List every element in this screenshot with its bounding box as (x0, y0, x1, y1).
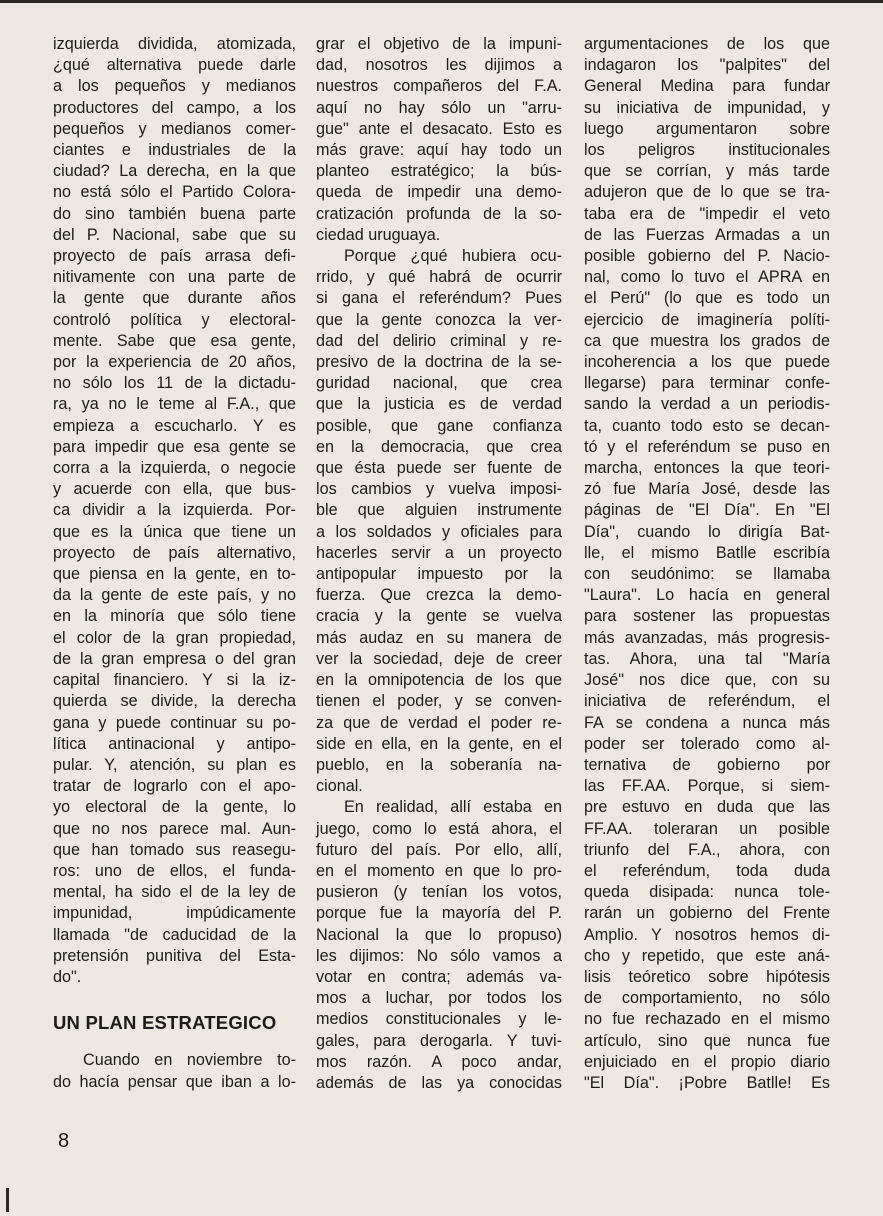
text-line: nuestros compañeros del F.A. (316, 77, 562, 96)
text-line: planteo estratégico; la bús- (316, 162, 562, 181)
text-line: pular. Y, atención, su plan es (53, 755, 296, 774)
text-line: a los pequeños y medianos (53, 77, 296, 96)
text-line: capital financiero. Y si la iz- (53, 671, 296, 690)
top-border-rule (0, 0, 883, 3)
text-line: productores del campo, a los (53, 98, 296, 117)
text-line: dad del delirio criminal y re- (316, 331, 562, 350)
text-line: quierda se divide, la derecha (53, 692, 296, 711)
text-line: no sólo los 11 de la dictadu- (53, 374, 296, 393)
text-line: no está sólo el Partido Colora- (53, 183, 296, 202)
text-line: más avanzadas, más progresis- (584, 628, 830, 647)
text-line: Nacional la que lo propuso) (316, 925, 562, 944)
text-line: los peligros institucionales (584, 141, 830, 160)
text-line: guridad nacional, que crea (316, 374, 562, 393)
section-heading: UN PLAN ESTRATEGICO (53, 1012, 277, 1034)
text-line: en la minoría que sólo tiene (53, 607, 296, 626)
text-line: ros: uno de ellos, el funda- (53, 861, 296, 880)
text-line: las FF.AA. Porque, si siem- (584, 777, 830, 796)
text-line: proyecto de país alternativo, (53, 543, 296, 562)
text-line: con seudónimo: se llamaba (584, 565, 830, 584)
text-line: porque fue la mayoría del P. (316, 904, 562, 923)
text-line: hacerles servir a un proyecto (316, 543, 562, 562)
text-line: y acuerde con ella, que bus- (53, 480, 296, 499)
paragraph (584, 34, 830, 1094)
text-line: triunfo del F.A., ahora, con (584, 840, 830, 859)
text-line: que han tomado sus reasegu- (53, 840, 296, 859)
text-line: su iniciativa de impunidad, y (584, 98, 830, 117)
text-line: dad, nosotros les dijimos a (316, 56, 562, 75)
text-line: "Laura". Lo hacía en general (584, 586, 830, 605)
text-line: empieza a escucharlo. Y es (53, 416, 296, 435)
text-line: ternativa de gobierno por (584, 755, 830, 774)
text-line: side en ella, en la gente, en el (316, 734, 562, 753)
text-line: gana y puede continuar su po- (53, 713, 296, 732)
text-line: posible gobierno del P. Nacio- (584, 247, 830, 266)
column-2 (316, 34, 562, 1094)
text-line: lisis teóretico sobre hipótesis (584, 967, 830, 986)
text-line: grar el objetivo de la impuni- (316, 35, 562, 53)
text-line: proyecto de país arrasa defi- (53, 247, 296, 266)
text-line: do sino también buena parte (53, 204, 296, 223)
text-line: marcha, entonces la que teori- (584, 459, 830, 478)
text-line: ciantes e industriales de la (53, 141, 296, 160)
paragraph (316, 246, 562, 797)
text-line: cracia y la gente se vuelva (316, 607, 562, 626)
text-line: nitivamente con una parte de (53, 268, 296, 287)
text-line: queda de impedir una demo- (316, 183, 562, 202)
text-line: más grave: aquí hay todo un (316, 141, 562, 160)
text-line: taba era de "impedir el veto (584, 204, 830, 223)
text-line: Cuando en noviembre to- (83, 1051, 296, 1070)
text-line: impunidad, impúdicamente (53, 904, 296, 923)
text-line: ca dividir a la izquierda. Por- (53, 501, 296, 520)
text-line: por la experiencia de 20 años, (53, 353, 296, 372)
column-3 (584, 34, 830, 1094)
text-line: presivo de la doctrina de la se- (316, 353, 562, 372)
text-line: juego, como lo está ahora, el (316, 819, 562, 838)
text-line: tratar de lograrlo con el apo- (53, 777, 296, 796)
text-line: que la justicia es de verdad (316, 395, 562, 414)
text-line: llamada "de caducidad de la (53, 925, 296, 944)
text-line: la gente que durante años (53, 289, 296, 308)
text-line: posible, que gane confianza (316, 416, 562, 435)
text-line: antipopular impuesto por la (316, 565, 562, 584)
text-line: cional. (316, 777, 363, 796)
text-line: los cambios y vuelva imposi- (316, 480, 562, 499)
paragraph (53, 34, 296, 988)
text-line: ciudad? La derecha, en la que (53, 162, 296, 181)
text-line: izquierda dividida, atomizada, (53, 35, 296, 53)
text-line: "El Día". ¡Pobre Batlle! Es (584, 1073, 830, 1092)
text-line: FA se condena a nunca más (584, 713, 830, 732)
text-line: pusieron (y tenían los votos, (316, 883, 562, 902)
text-line: José" nos dice que, con su (584, 671, 830, 690)
text-line: FF.AA. toleraran un posible (584, 819, 830, 838)
text-line: enjuiciado en el propio diario (584, 1052, 830, 1071)
text-line: si gana el referéndum? Pues (316, 289, 562, 308)
text-line: que la gente conozca la ver- (316, 310, 562, 329)
text-line: a los soldados y oficiales para (316, 522, 562, 541)
text-line: gue" ante el desacato. Esto es (316, 119, 562, 138)
text-line: de las Fuerzas Armadas a un (584, 225, 830, 244)
text-line: lítica antinacional y antipo- (53, 734, 296, 753)
text-line: corra a la izquierda, o negocie (53, 459, 296, 478)
text-line: rrido, y qué habrá de ocurrir (316, 268, 562, 287)
text-line: que se corrían, y más tarde (584, 162, 830, 181)
text-line: mental, ha sido el de la ley de (53, 883, 296, 902)
text-line: medios constitucionales y le- (316, 1010, 562, 1029)
text-line: En realidad, allí estaba en (344, 798, 562, 817)
text-line: nal, como lo tuvo el APRA en (584, 268, 830, 287)
text-line: yo electoral de la gente, lo (53, 798, 296, 817)
text-line: más audaz en su manera de (316, 628, 562, 647)
text-line: indagaron los "palpites" del (584, 56, 830, 75)
text-line: cratización profunda de la so- (316, 204, 562, 223)
text-line: en la democracia, que crea (316, 437, 562, 456)
text-line: llegarse) para terminar confe- (584, 374, 830, 393)
text-line: sando la verdad a un periodis- (584, 395, 830, 414)
text-line: controló política y electoral- (53, 310, 296, 329)
paragraph (316, 797, 562, 1094)
text-line: poder ser tolerado como al- (584, 734, 830, 753)
text-line: no fue rechazado en el mismo (584, 1010, 830, 1029)
text-line: ciedad uruguaya. (316, 225, 441, 244)
text-line: de comportamiento, no sólo (584, 989, 830, 1008)
text-line: que piensa en la gente, en to- (53, 565, 296, 584)
text-line: zó fue María José, desde las (584, 480, 830, 499)
text-line: que es la única que tiene un (53, 522, 296, 541)
text-line: adujeron que de lo que se tra- (584, 183, 830, 202)
text-line: artículo, sino que nunca fue (584, 1031, 830, 1050)
text-line: pre estuvo en duda que las (584, 798, 830, 817)
text-line: mente. Sabe que esa gente, (53, 331, 296, 350)
text-line: General Medina para fundar (584, 77, 830, 96)
text-line: Día", cuando lo dirigía Bat- (584, 522, 830, 541)
text-line: do hacía pensar que iban a lo- (53, 1072, 296, 1091)
text-line: pretensión punitiva del Esta- (53, 946, 296, 965)
text-line: para impedir que esa gente se (53, 437, 296, 456)
text-line: incoherencia a los que puede (584, 353, 830, 372)
text-line: lle, el mismo Batlle escribía (584, 543, 830, 562)
text-line: que ésta puede ser fuente de (316, 459, 562, 478)
text-line: les dijimos: No sólo vamos a (316, 946, 562, 965)
text-line: rarán un gobierno del Frente (584, 904, 830, 923)
text-line: tó y el referéndum se puso en (584, 437, 830, 456)
text-line: ra, ya no le teme al F.A., que (53, 395, 296, 414)
text-line: gales, para derogarla. Y tuvi- (316, 1031, 562, 1050)
text-line: ver la sociedad, deje de creer (316, 649, 562, 668)
text-line: ca que muestra los grados de (584, 331, 830, 350)
page-number: 8 (58, 1130, 70, 1152)
text-line: pueblo, en la soberanía na- (316, 755, 562, 774)
column-1 (53, 34, 296, 1093)
text-line: da la gente de este país, y no (53, 586, 296, 605)
text-line: fuerza. Que crezca la demo- (316, 586, 562, 605)
page-edge-mark (6, 1188, 9, 1212)
text-line: el color de la gran propiedad, (53, 628, 296, 647)
text-line: ejercicio de imaginería políti- (584, 310, 830, 329)
paragraph (53, 1050, 296, 1092)
text-line: argumentaciones de los que (584, 35, 830, 53)
text-line: ble que alguien instrumente (316, 501, 562, 520)
text-line: mos a luchar, por todos los (316, 989, 562, 1008)
text-line: ¿qué alternativa puede darle (53, 56, 296, 75)
text-line: za que de verdad el poder re- (316, 713, 562, 732)
text-line: votar en contra; además va- (316, 967, 562, 986)
text-line: páginas de "El Día". En "El (584, 501, 830, 520)
text-line: que no nos parece mal. Aun- (53, 819, 296, 838)
paragraph (316, 34, 562, 246)
text-line: queda disipada: nunca tole- (584, 883, 830, 902)
text-line: Amplio. Y nosotros hemos di- (584, 925, 830, 944)
text-line: el referéndum, toda duda (584, 861, 830, 880)
text-line: en el momento en que lo pro- (316, 861, 562, 880)
text-line: del P. Nacional, sabe que su (53, 225, 296, 244)
text-line: tienen el poder, y se conven- (316, 692, 562, 711)
text-line: de la gran empresa o del gran (53, 649, 296, 668)
text-line: el Perú" (lo que es todo un (584, 289, 830, 308)
text-line: además de las ya conocidas (316, 1073, 562, 1092)
text-line: do". (53, 967, 82, 986)
text-line: aquí no hay sólo un "arru- (316, 98, 562, 117)
text-line: mos razón. A poco andar, (316, 1052, 562, 1071)
text-line: Porque ¿qué hubiera ocu- (344, 247, 562, 266)
text-line: pequeños y medianos comer- (53, 119, 296, 138)
text-line: cho y repetido, que este aná- (584, 946, 830, 965)
text-line: futuro del país. Por ello, allí, (316, 840, 562, 859)
text-line: luego argumentaron sobre (584, 119, 830, 138)
text-line: para sostener las propuestas (584, 607, 830, 626)
text-line: ta, cuanto todo esto se decan- (584, 416, 830, 435)
text-line: iniciativa de referéndum, el (584, 692, 830, 711)
text-line: en la omnipotencia de los que (316, 671, 562, 690)
text-line: tas. Ahora, una tal "María (584, 649, 830, 668)
